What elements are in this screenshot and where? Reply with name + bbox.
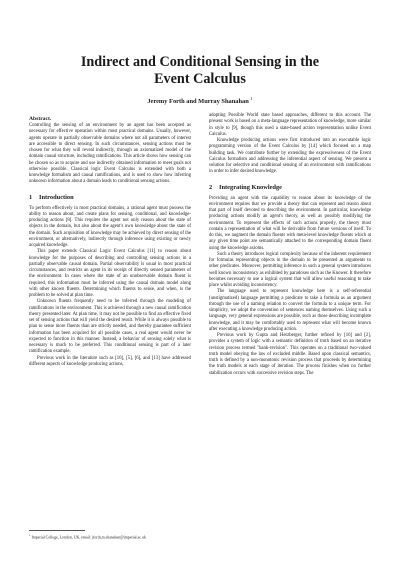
section-2-number: 2 [209, 183, 213, 191]
right-paragraph-1: adopting Possible World state based approaches, different to this account. The present work is based on a meta-language representation of knowledge, more similar in style to [9], though this used a state-based action representation unlike Event Calculus. [209, 113, 371, 137]
section-2-paragraph-4: Previous work by Gupta and Herzberger, further refined by [16] and [2], provides a system of logic with a semantic definition of truth based on an iterative revision process termed "bank-revision". This operates on a traditional two-valued truth model obeying the law of excluded middle. Based upon classical semantics, truth is defined by a non-monotonic revision process that proceeds by determining the truth models at each stage of iteration. The process finishes when no further stabilization occurs with successive revision steps. The [209, 333, 371, 376]
author-footnote-mark: 1 [250, 96, 253, 101]
section-1-paragraph-2: This paper extends Classical Logic Event Calculus [11] to reason about knowledge for the purposes of describing and controlling sensing actions in a partially observable causal domain. Partial observability is usual in most practical circumstances, and restricts an agent in its receipt of directly sensed parameters of the environment. In cases where the state of an unobservable domain fluent is required, this information must be inferred using the causal domain model along with other known fluents. Determining which fluents to sense, and when, is the problem to be solved at plan time. [29, 249, 191, 298]
section-2-heading [209, 184, 371, 191]
left-column [29, 113, 191, 368]
section-1-paragraph-1: To perform effectively in most practical domains, a rational agent must possess the ability to reason about, and create plans for sensing, conditional, and knowledge-producing actions [8]. This requires the agent not only reason about the state of objects in the domain, but also about the agent's own knowledge about the state of the domain. Such acquisition of knowledge may be achieved by direct sensing of the environment, or alternatively, indirectly through inference using existing or newly acquired knowledge. [29, 205, 191, 248]
abstract-heading: Abstract. [29, 116, 52, 122]
section-2-paragraph-2: Such a theory introduces logical complexity because of the inherent requirement for formulas representing objects in the domain to be presented as arguments to other predicates. Moreover, permitting inference in such a general system introduces well known inconsistency as exhibited by paradoxes such as the Knower. It therefore becomes necessary to use a logical system that will allow useful reasoning to take place whilst avoiding inconsistency. [209, 251, 371, 288]
section-1-paragraph-4: Previous work in the literature such as [10], [5], [6], and [13] have addressed different aspects of knowledge producing actions, [29, 355, 191, 367]
section-1-paragraph-3: Unknown fluents frequently need to be inferred through the modeling of ramifications in the environment. This is achieved through a new causal ramification theory presented later. At plan time, it may not be possible to find an effective fixed set of sensing actions that will yield the desired result. While it is always possible to plan to sense more fluents than are strictly needed, and thereby guarantee sufficient information has been acquired for all possible cases, a real agent would never be expected to function in this manner. Instead, a behavior of sensing solely what is necessary is much to be preferred. This conditional sensing is part of a later ramification example. [29, 299, 191, 355]
right-column [209, 113, 371, 377]
footnote [29, 533, 191, 540]
abstract-text: Controlling the sensing of an environment by an agent has been accepted as necessary for effective operation within most practical domains. Usually, however, agents operate in partially observable domains where not all parameters of interest are accessible to direct sensing. In such circumstances, sensing actions must be chosen for what they will reveal indirectly, through an axiomatized model of the domain causal structure, including ramifications. This article shows how sensing can be chosen so as to acquire and use indirectly obtained information to meet goals not otherwise possible. Classical logic Event Calculus is extended with both a knowledge formalism and causal ramifications, and is used to show how inferring unknown information about a domain leads to conditional sensing actions. [29, 123, 191, 185]
section-1-heading [29, 194, 191, 201]
right-paragraph-2: Knowledge producing actions were first introduced into an executable logic programming version of the Event Calculus by [14] which focused on a map building task. We contribute further by extending the expressiveness of the Event Calculus formalism and addressing the inferential aspect of sensing. We present a solution for selective and conditional sensing of an environment with ramifications in order to infer desired knowledge. [209, 138, 371, 175]
title-line-1: Indirect and Conditional Sensing in the [80, 54, 320, 70]
section-2-paragraph-3: The language used to represent knowledge here is a self-referential (unstigmatized) language permitting a predicate to take a formula as an argument through the use of a naming relation to convert the formula to a unique term. For simplicity, we adopt the convention of sentences naming themselves. Using such a language, very general expressions are possible, such as those describing incomplete knowledge, and it may be comfortably used to represent what will become known after executing a knowledge producing action. [209, 289, 371, 332]
section-2-title: Integrating Knowledge [219, 183, 283, 191]
author-names: Jeremy Forth and Murray Shanahan [147, 98, 249, 106]
paper-title [0, 54, 400, 88]
footnote-mark: 1 [29, 533, 31, 537]
section-1-number: 1 [29, 193, 33, 201]
footnote-text: Imperial College, London, UK, email: jforth,m.shanahan@imperial.ac.uk [31, 535, 146, 540]
title-line-2: Event Calculus [154, 71, 246, 87]
author-line [0, 96, 400, 105]
section-2-paragraph-1: Providing an agent with the capability to reason about its knowledge of the environment requires that we provide a theory that can represent and reason about that part of itself devoted to describing the environment. In particular, knowledge producing actions modify an agent's theory, as well as possibly modifying the environment. To represent the effects of such actions properly, the theory must contain a representation of what will be derivable from future versions of itself. To do this, we augment the domain fluents with meta-level knowledge fluents which at any given time point are semantically attached to the corresponding domain fluent using the knowledge axioms. [209, 195, 371, 251]
footnote-rule [29, 530, 85, 531]
section-1-title: Introduction [39, 193, 74, 201]
